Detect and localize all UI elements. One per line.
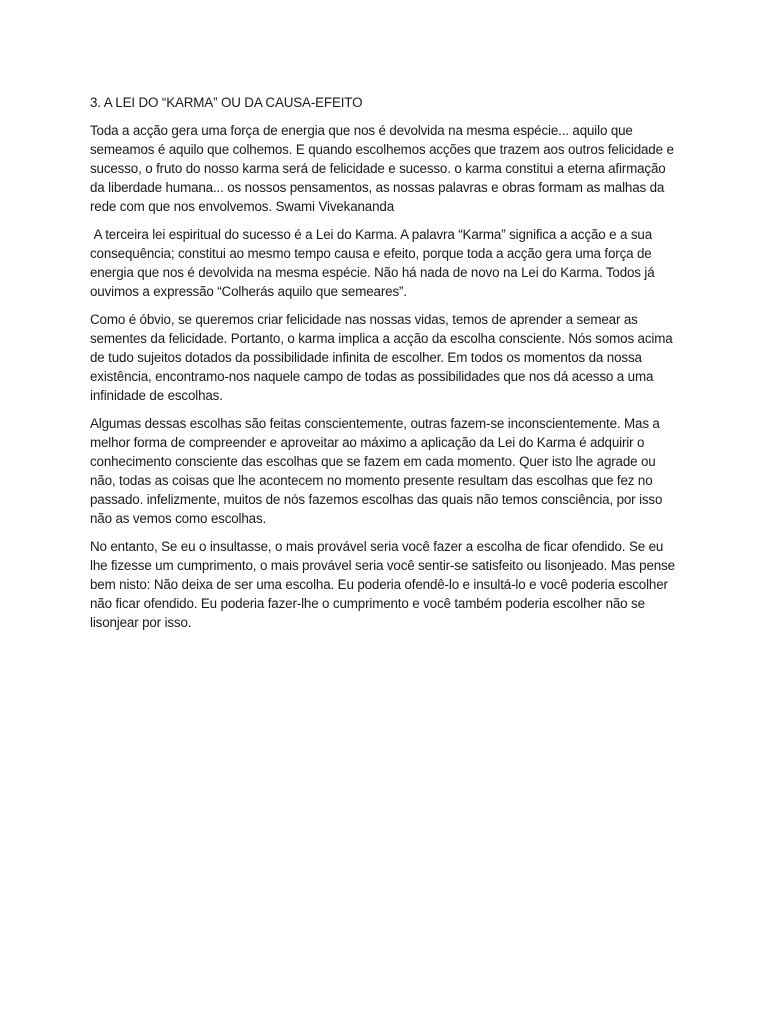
paragraph-law-of-karma: A terceira lei espiritual do sucesso é a Lei do Karma. A palavra “Karma” significa a acção e a sua consequência; constitui ao mesmo tempo causa e efeito, porque toda a acção gera uma força de energia que nos é devolvida na mesma espécie. Não há nada de novo na Lei do Karma. Todos já ouvimos a expressão “Colherás aquilo que semeares”. xyxy=(90,227,659,299)
paragraph-insult-example: No entanto, Se eu o insultasse, o mais provável seria você fazer a escolha de ficar ofendido. Se eu lhe fizesse um cumprimento, o mais provável seria você sentir-se satisfeito ou lisonjeado. Mas pense bem nisto: Não deixa de ser uma escolha. Eu poderia ofendê-lo e insultá-lo e você poderia escolher não ficar ofendido. Eu poderia fazer-lhe o cumprimento e você também poderia escolher não se lisonjear por isso. xyxy=(90,539,675,630)
document-heading: 3. A LEI DO “KARMA” OU DA CAUSA-EFEITO xyxy=(90,95,363,110)
paragraph-quote: Toda a acção gera uma força de energia que nos é devolvida na mesma espécie... aquilo que semeamos é aquilo que colhemos. E quando escolhemos acções que trazem aos outros felicidade e sucesso, o fruto do nosso karma será de felicidade e sucesso. o karma constitui a eterna afirmação da liberdade humana... os nossos pensamentos, as nossas palavras e obras formam as malhas da rede com que nos envolvemos. Swami Vivekananda xyxy=(90,123,674,214)
paragraph-happiness: Como é óbvio, se queremos criar felicidade nas nossas vidas, temos de aprender a semear as sementes da felicidade. Portanto, o karma implica a acção da escolha consciente. Nós somos acima de tudo sujeitos dotados da possibilidade infinita de escolher. Em todos os momentos da nossa existência, encontramo-nos naquele campo de todas as possibilidades que nos dá acesso a uma infinidade de escolhas. xyxy=(90,312,673,403)
paragraph-conscious-choices: Algumas dessas escolhas são feitas conscientemente, outras fazem-se inconscientemente. Mas a melhor forma de compreender e aproveitar ao máximo a aplicação da Lei do Karma é adquirir o conhecimento consciente das escolhas que se fazem em cada momento. Quer isto lhe agrade ou não, todas as coisas que lhe acontecem no momento presente resultam das escolhas que fez no passado. infelizmente, muitos de nós fazemos escolhas das quais não temos consciência, por isso não as vemos como escolhas. xyxy=(90,416,663,526)
